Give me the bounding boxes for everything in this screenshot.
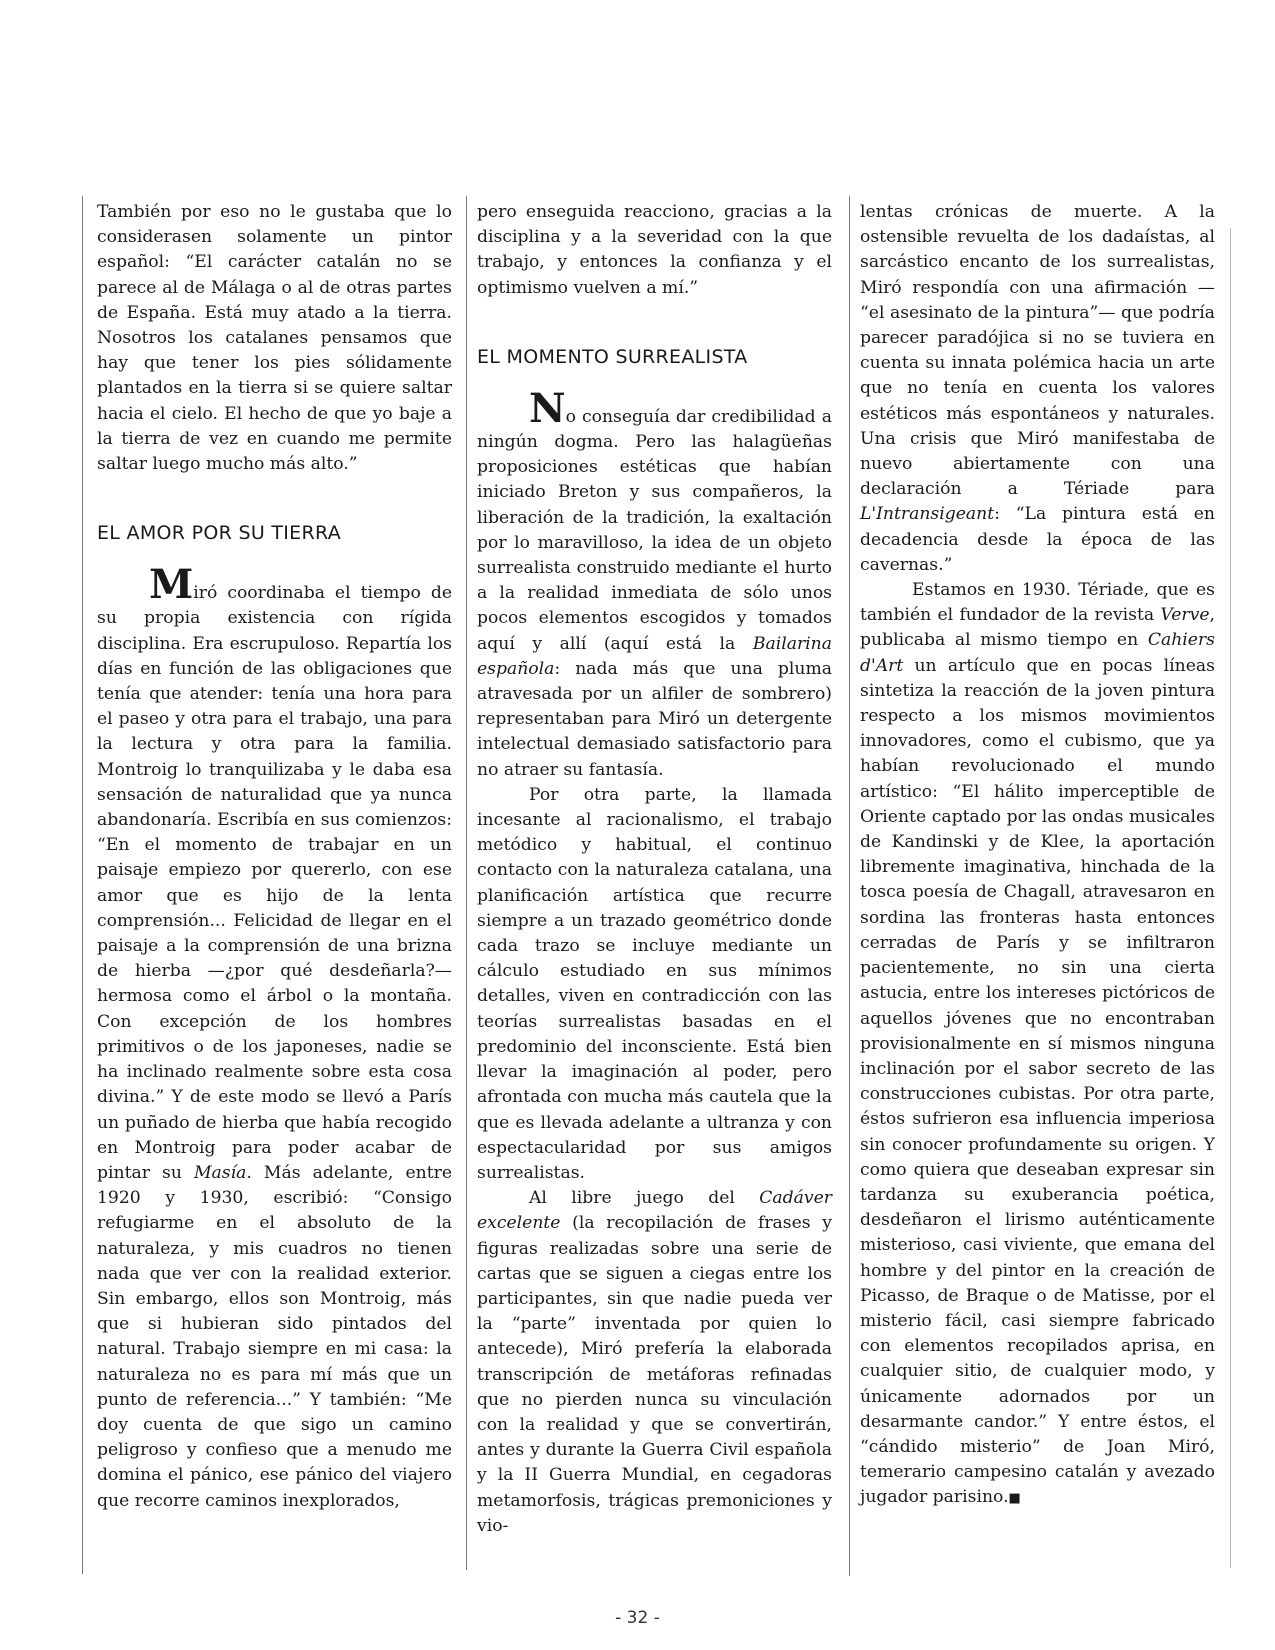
text-column-2 — [477, 200, 832, 1539]
work-title: Cadáver excelente — [477, 1188, 832, 1234]
end-of-article-mark: ■ — [1008, 1491, 1021, 1507]
artwork-title: Masía — [193, 1162, 247, 1183]
paragraph — [97, 561, 452, 1514]
section-heading: EL MOMENTO SURREALISTA — [477, 345, 748, 368]
paragraph-text: . Más adelante, entre 1920 y 1930, escribió: “Consigo refugiarme en el absoluto de la naturaleza, y mis cuadros no tienen nada que ver con la realidad exterior. Sin embargo, ellos son Montroig, más que si hubieran sido pintados del natural. Trabajo siempre en mi casa: la naturaleza no es para mí más que un punto de referencia...” Y también: “Me doy cuenta de que sigo un camino peligroso y confieso que a menudo me domina el pánico, ese pánico del viajero que recorre caminos inexplorados, — [97, 1162, 452, 1511]
paragraph — [860, 578, 1215, 1512]
column-rule-left — [82, 196, 83, 1574]
paragraph-text: : nada más que una pluma atravesada por un alfiler de sombrero) representaban para Miró un detergente intelectual demasiado satisfactorio para no atraer su fantasía. — [477, 658, 832, 780]
paragraph: Por otra parte, la llamada incesante al racionalismo, el trabajo metódico y habitual, el continuo contacto con la naturaleza catalana, una planificación artística que recurre siempre a un trazado geométrico donde cada trazo se incluye mediante un cálculo estudiado en sus mínimos detalles, viven en contradicción con las teorías surrealistas basadas en el predominio del inconsciente. Está bien llevar la imaginación al poder, pero afrontada con mucha más cautela que la que es llevada adelante a ultranza y con espectacularidad por sus amigos surrealistas. — [477, 784, 832, 1183]
paragraph — [860, 200, 1215, 578]
page-number: - 32 - — [615, 1608, 660, 1628]
page-edge-rule — [1230, 228, 1231, 1568]
paragraph-text: o conseguía dar credibilidad a ningún dogma. Pero las halagüeñas proposiciones estéticas que habían iniciado Breton y sus compañeros, la liberación de la tradición, la exaltación por lo maravilloso, la idea de un objeto surrealista construido mediante el hurto a la realidad inmediata de sólo unos pocos elementos escogidos y tomados aquí y allí (aquí está la — [477, 406, 832, 654]
paragraph-text: Estamos en 1930. Tériade, que es también el fundador de la revista — [860, 580, 1215, 626]
paragraph-text: (la recopilación de frases y figuras realizadas sobre una serie de cartas que se siguen a ciegas entre los participantes, sin que nadie pueda ver la “parte” inventada por quien lo antecede), Miró prefería la elaborada transcripción de metáforas refinadas que no pierden nunca su vinculación con la realidad y que se convertirán, antes y durante la Guerra Civil española y la II Guerra Mundial, en cegadoras metamorfosis, trágicas premoniciones y vio- — [477, 1213, 832, 1536]
publication-title: Verve — [1160, 605, 1210, 626]
text-column-3 — [860, 200, 1215, 1512]
paragraph-text: iró coordinaba el tiempo de su propia existencia con rígida disciplina. Era escrupuloso. Repartía los días en función de las obligaciones que tenía que atender: tenía una hora para el paseo y otra para el trabajo, una para la lectura y otra para la familia. Montroig lo tranquilizaba y le daba esa sensación de naturalidad que ya nunca abandonaría. Escribía en sus comienzos: “En el momento de trabajar en un paisaje empiezo por quererlo, con ese amor que es hijo de la lenta comprensión... Felicidad de llegar en el paisaje a la comprensión de una brizna de hierba —¿por qué desdeñarla?— hermosa como el árbol o la montaña. Con excepción de los hombres primitivos o de los japoneses, nadie se ha inclinado realmente sobre esta cosa divina.” Y de este modo se llevó a París un puñado de hierba que había recogido en Montroig para poder acabar de pintar su — [97, 583, 452, 1183]
paragraph — [477, 1186, 832, 1539]
paragraph-text: : “La pintura está en decadencia desde la época de las cavernas.” — [860, 504, 1215, 575]
artwork-title: Bailarina española — [477, 633, 832, 679]
paragraph-text: un artículo que en pocas líneas sintetiza la reacción de la joven pintura respecto a los mismos movimientos innovadores, como el cubismo, que ya habían revolucionado el mundo artístico: “El hálito imperceptible de Oriente captado por las ondas musicales de Kandinski y de Klee, la aportación libremente imaginativa, hinchada de la tosca poesía de Chagall, atravesaron en sordina las fronteras hasta entonces cerradas de París y se infiltraron pacientemente, no sin una cierta astucia, entre los intereses pictóricos de aquellos jóvenes que no encontraban provisionalmente en sí mismos ninguna inclinación por el sabor secreto de las construcciones cubistas. Por otra parte, éstos sufrieron esa influencia imperiosa sin conocer profundamente su origen. Y como quiera que deseaban expresar sin tardanza su exuberancia poética, desdeñaron el lirismo auténticamente misterioso, casi viviente, que emana del hombre y del pintor en la creación de Picasso, de Braque o de Matisse, por el misterio fácil, casi siempre fabricado con elementos recopilados aprisa, en cualquier sitio, de cualquier modo, y únicamente adornados por un desarmante candor.” Y entre éstos, el “cándido misterio” de Joan Miró, temerario campesino catalán y avezado jugador parisino. — [860, 655, 1215, 1508]
drop-cap: M — [149, 561, 194, 609]
paragraph-text: Al libre juego del — [529, 1188, 760, 1209]
paragraph — [477, 384, 832, 783]
paragraph: También por eso no le gustaba que lo considerasen solamente un pintor español: “El carácter catalán no se parece al de Málaga o al de otras partes de España. Está muy atado a la tierra. Nosotros los catalanes pensamos que hay que tener los pies sólidamente plantados en la tierra si se quiere saltar hacia el cielo. El hecho de que yo baje a la tierra de vez en cuando me permite saltar luego mucho más alto.” — [97, 202, 452, 475]
text-column-1 — [97, 200, 452, 1514]
paragraph: pero enseguida reacciono, gracias a la disciplina y a la severidad con la que trabajo, y entonces la confianza y el optimismo vuelven a mí.” — [477, 202, 832, 298]
publication-title: L'Intransigeant — [860, 504, 995, 525]
paragraph-text: , publicaba al mismo tiempo en — [860, 605, 1215, 651]
publication-title: Cahiers d'Art — [860, 630, 1215, 676]
drop-cap: N — [529, 384, 566, 432]
column-rule-right — [849, 196, 850, 1576]
section-heading: EL AMOR POR SU TIERRA — [97, 522, 342, 545]
column-rule-middle — [466, 196, 467, 1570]
paragraph-text: lentas crónicas de muerte. A la ostensible revuelta de los dadaístas, al sarcástico encanto de los surrealistas, Miró respondía con una afirmación — “el asesinato de la pintura”— que podría parecer paradójica si no se tuviera en cuenta su innata polémica hacia un arte que no tenía en cuenta los valores estéticos más espontáneos y naturales. Una crisis que Miró manifestaba de nuevo abiertamente con una declaración a Tériade para — [860, 202, 1215, 500]
